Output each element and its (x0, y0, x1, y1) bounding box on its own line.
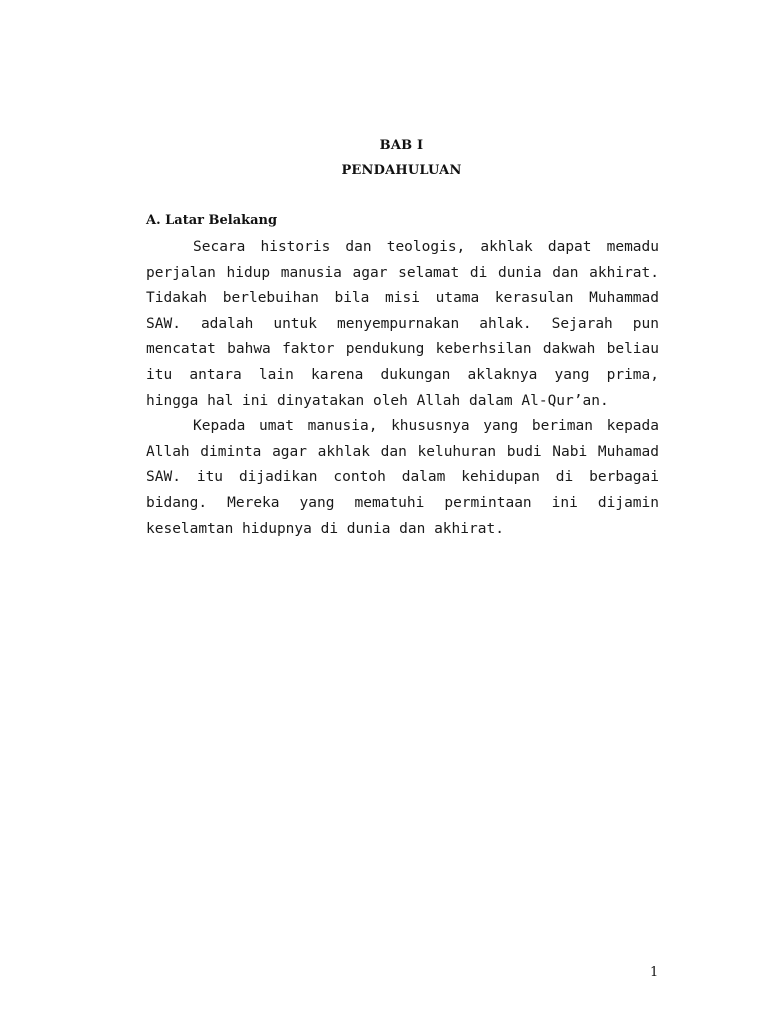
body-text (146, 235, 659, 542)
page-number: 1 (650, 965, 659, 980)
chapter-title: PENDAHULUAN (341, 163, 462, 178)
chapter-label: BAB I (379, 138, 424, 153)
paragraph-2: Kepada umat manusia, khususnya yang beriman kepada Allah diminta agar akhlak dan keluhuran budi Nabi Muhamad SAW. itu dijadikan contoh dalam kehidupan di berbagai bidang. Mereka yang mematuhi permintaan ini dijamin keselamtan hidupnya di dunia dan akhirat. (146, 418, 659, 537)
section-heading: A. Latar Belakang (146, 213, 278, 228)
paragraph-1: Secara historis dan teologis, akhlak dapat memadu perjalan hidup manusia agar selamat di dunia dan akhirat. Tidakah berlebuihan bila misi utama kerasulan Muhammad SAW. adalah untuk menyempurnakan ahlak. Sejarah pun mencatat bahwa faktor pendukung keberhsilan dakwah beliau itu antara lain karena dukungan aklaknya yang prima, hingga hal ini dinyatakan oleh Allah dalam Al-Qur’an. (146, 239, 659, 409)
